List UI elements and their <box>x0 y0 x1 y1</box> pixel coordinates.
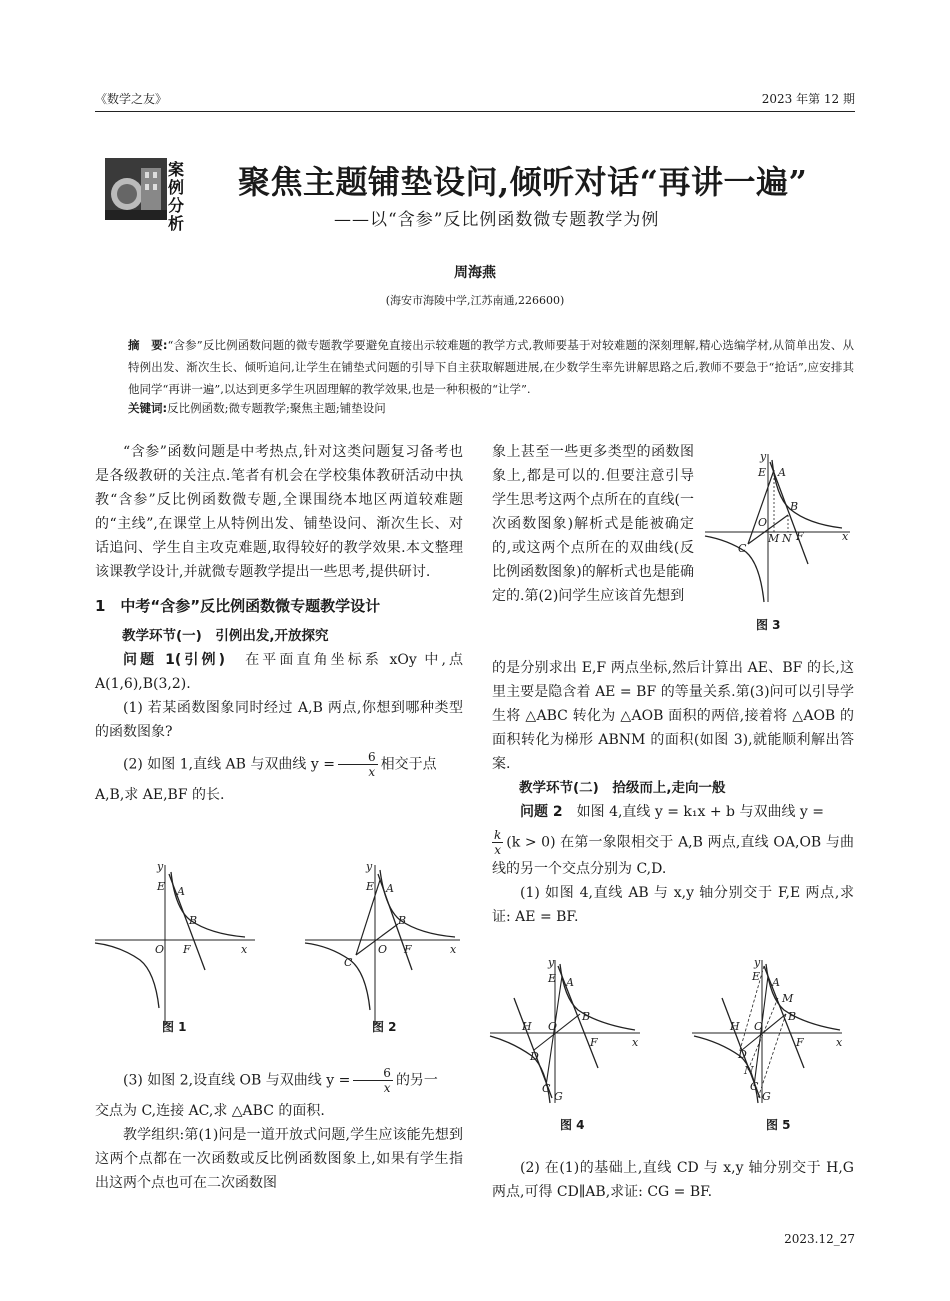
fraction-numerator: 6 <box>338 750 378 765</box>
fig2-label-o: O <box>378 943 388 956</box>
question-1-part-1: (1) 若某函数图象同时经过 A,B 两点,你想到哪种类型的函数图象? <box>95 700 463 740</box>
question-1-label: 问题 1(引例) <box>123 652 225 668</box>
fig2-label-x: x <box>450 943 457 956</box>
figure-5-caption: 图 5 <box>766 1118 791 1132</box>
fig5-label-a: A <box>772 976 780 989</box>
fig3-label-m: M <box>768 532 780 545</box>
question-1-part-3 <box>95 1066 463 1095</box>
fig5-hyperbola-q1 <box>766 964 840 1030</box>
fig2-label-f: F <box>404 943 412 956</box>
question-2-label: 问题 2 <box>520 804 563 820</box>
q1p3-text-a: (3) 如图 2,设直线 OB 与双曲线 y = <box>123 1072 351 1089</box>
fig3-label-c: C <box>738 542 747 555</box>
fig5-label-x: x <box>836 1036 843 1049</box>
fig4-label-x: x <box>632 1036 639 1049</box>
fig3-label-x: x <box>842 530 849 543</box>
right-wrap-text: 象上甚至一些更多类型的函数图象上,都是可以的.但要注意引导学生思考这两个点所在的直线(一次函数图象)解析式是能被确定的,或这两个点所在的双曲线(反比例函数图象)的解析式也是能确定的.第(2)问学生应该首先想到 <box>492 444 694 604</box>
question-2-part-2-text: (2) 在(1)的基础上,直线 CD 与 x,y 轴分别交于 H,G 两点,可得 CD∥AB,求证: CG = BF. <box>492 1160 854 1200</box>
fig2-label-a: A <box>386 882 394 895</box>
figure-1-caption: 图 1 <box>162 1020 187 1034</box>
figure-2-caption: 图 2 <box>372 1020 397 1034</box>
fig2-label-e: E <box>366 880 375 893</box>
fraction-numerator-k: k <box>494 828 502 842</box>
left-column-bottom <box>95 1066 463 1195</box>
fraction-6-over-x-2 <box>353 1066 393 1095</box>
question-2-text-a: 如图 4,直线 y = k₁x + b 与双曲线 y = <box>562 804 824 820</box>
q1p2-text-b: 相交于点 <box>380 756 437 773</box>
question-2-cont <box>492 828 854 881</box>
fig4-label-h: H <box>522 1020 532 1033</box>
fig5-label-g: G <box>762 1090 771 1103</box>
fig5-label-f: F <box>796 1036 804 1049</box>
fraction-denominator: x <box>368 765 376 779</box>
article-title: 聚焦主题铺垫设问,倾听对话“再讲一遍” <box>238 163 808 201</box>
figure-4 <box>490 958 660 1108</box>
fig3-label-o: O <box>758 516 768 529</box>
issue-number: 2023 年第 12 期 <box>761 92 855 106</box>
column-label <box>168 161 190 233</box>
fig5-label-o: O <box>754 1020 764 1033</box>
fig4-label-a: A <box>566 976 574 989</box>
question-2-text-b: (k > 0) 在第一象限相交于 A,B 两点,直线 OA,OB 与曲线的另一个交点分别为 C,D. <box>492 834 854 877</box>
intro-paragraph: “含参”函数问题是中考热点,针对这类问题复习备考也是各级教研的关注点.笔者有机会在学校集体教研活动中执教“含参”反比例函数微专题,全课围绕本地区两道较难题的“主线”,在课堂上从特例出发、铺垫设问、渐次生长、对话追问、学生自主攻克难题,取得较好的教学效果.本文整理该课教学设计,并就微专题教学提出一些思考,提供研讨. <box>95 444 463 580</box>
fig5-label-h: H <box>730 1020 740 1033</box>
column-label-char: 分 <box>168 196 185 215</box>
question-2-part-1: (1) 如图 4,直线 AB 与 x,y 轴分别交于 F,E 两点,求证: AE = BF. <box>492 885 854 925</box>
fig4-label-g: G <box>554 1090 563 1103</box>
teaching-organization: 教学组织:第(1)问是一道开放式问题,学生应该能先想到这两个点都在一次函数或反比例函数图象上,如果有学生指出这两个点也可在二次函数图 <box>95 1127 463 1191</box>
question-1-part-3-cont: 交点为 C,连接 AC,求 △ABC 的面积. <box>95 1103 325 1119</box>
question-2-part-2 <box>492 1156 854 1204</box>
fig4-label-e: E <box>548 972 557 985</box>
column-logo-image <box>105 158 167 220</box>
fig1-hyperbola-q3 <box>95 943 159 1008</box>
fig1-hyperbola-q1 <box>171 872 245 937</box>
question-1-text: 在平面直角坐标系 xOy 中,点 A(1,6),B(3,2). <box>95 652 463 692</box>
fig3-label-f: F <box>796 530 804 543</box>
fig1-label-e: E <box>157 880 166 893</box>
fig1-label-o: O <box>155 943 165 956</box>
page-number: 2023.12_27 <box>784 1232 855 1246</box>
fig3-label-b: B <box>790 500 799 513</box>
abstract <box>128 334 854 400</box>
author-name: 周海燕 <box>454 265 496 281</box>
fig3-label-a: A <box>778 466 786 479</box>
question-1-part-2 <box>95 750 463 779</box>
figure-4-caption: 图 4 <box>560 1118 585 1132</box>
fig4-label-y: y <box>548 956 555 969</box>
abstract-label: 摘 要: <box>128 338 168 352</box>
question-1 <box>95 648 463 696</box>
journal-name: 《数学之友》 <box>95 92 168 106</box>
figure-1 <box>95 860 265 1030</box>
fraction-denominator: x <box>383 1081 391 1095</box>
figure-3 <box>700 452 860 612</box>
fig4-label-b: B <box>582 1010 591 1023</box>
fig5-label-c: C <box>750 1080 759 1093</box>
fig2-label-c: C <box>344 956 353 969</box>
fig5-label-d: D <box>738 1048 747 1061</box>
fig5-label-b: B <box>788 1010 797 1023</box>
article-subtitle: ——以“含参”反比例函数微专题教学为例 <box>334 210 660 230</box>
fig2-label-y: y <box>366 860 373 873</box>
fig1-label-y: y <box>157 860 164 873</box>
fig4-hyperbola-q1 <box>560 964 635 1030</box>
author-affiliation: (海安市海陵中学,江苏南通,226600) <box>385 294 565 307</box>
fig1-label-a: A <box>177 885 185 898</box>
keywords <box>128 400 386 416</box>
figure-2 <box>300 860 470 1030</box>
fraction-numerator: 6 <box>353 1066 393 1081</box>
fig5-label-y: y <box>754 956 761 969</box>
keywords-label: 关键词: <box>128 401 168 415</box>
fig1-label-b: B <box>189 914 198 927</box>
fraction-denominator-x: x <box>494 843 502 857</box>
column-label-char: 案 <box>168 160 185 179</box>
fig3-hyperbola-q3 <box>705 536 764 602</box>
fig2-hyperbola-q1 <box>380 870 455 937</box>
fig3-label-n: N <box>782 532 792 545</box>
fig4-label-o: O <box>548 1020 558 1033</box>
fig5-label-e: E <box>752 970 761 983</box>
fig2-label-b: B <box>398 914 407 927</box>
fig5-label-n: N <box>744 1064 754 1077</box>
header-rule <box>95 111 855 112</box>
figure-3-caption: 图 3 <box>756 618 781 632</box>
fraction-k-over-x <box>492 828 503 857</box>
column-label-char: 析 <box>168 214 185 233</box>
fig4-label-d: D <box>530 1050 539 1063</box>
fig4-label-c: C <box>542 1082 551 1095</box>
figure-5 <box>692 958 862 1108</box>
question-1-part-2-cont: A,B,求 AE,BF 的长. <box>95 787 225 803</box>
fig1-label-x: x <box>241 943 248 956</box>
section-heading: 1 中考“含参”反比例函数微专题教学设计 <box>95 597 381 615</box>
abstract-text: “含参”反比例函数问题的微专题教学要避免直接出示较难题的教学方式,教师要基于对较难题的深刻理解,精心选编学材,从简单出发、从特例出发、渐次生长、倾听追问,让学生在铺垫式问题的引导下自主获取解题进展,在少数学生率先讲解思路之后,教师不要急于“抢话”,应安排其他同学“再讲一遍”,以达到更多学生巩固理解的教学效果,也是一种积极的“让学”. <box>128 338 854 396</box>
right-column <box>492 656 854 929</box>
fig3-label-e: E <box>758 466 767 479</box>
left-column <box>95 440 463 807</box>
fig4-label-f: F <box>590 1036 598 1049</box>
q1p3-text-b: 的另一 <box>395 1072 438 1089</box>
fig1-label-f: F <box>183 943 191 956</box>
stage-1-heading: 教学环节(一) 引例出发,开放探究 <box>122 628 329 644</box>
fig3-line-ab <box>770 462 808 564</box>
fig5-label-m: M <box>782 992 794 1005</box>
fig4-line-ab <box>558 966 598 1068</box>
right-paragraph-continued: 的是分别求出 E,F 两点坐标,然后计算出 AE、BF 的长,这里主要是隐含着 AE = BF 的等量关系.第(3)问可以引导学生将 △ABC 转化为 △AOB 面积的两倍,接着将 △AOB 的面积转化为梯形 ABNM 的面积(如图 3),就能顺利解出答案. <box>492 660 854 772</box>
question-2-line <box>492 800 854 824</box>
fraction-6-over-x <box>338 750 378 779</box>
fig3-label-y: y <box>760 450 767 463</box>
keywords-text: 反比例函数;微专题教学;聚焦主题;铺垫设问 <box>167 401 386 415</box>
stage-2-heading: 教学环节(二) 拾级而上,走向一般 <box>519 780 726 796</box>
fig5-dash-3 <box>748 998 778 1070</box>
q1p2-text-a: (2) 如图 1,直线 AB 与双曲线 y = <box>123 756 335 773</box>
fig2-hyperbola-q3 <box>305 943 370 1010</box>
column-label-char: 例 <box>168 178 185 197</box>
